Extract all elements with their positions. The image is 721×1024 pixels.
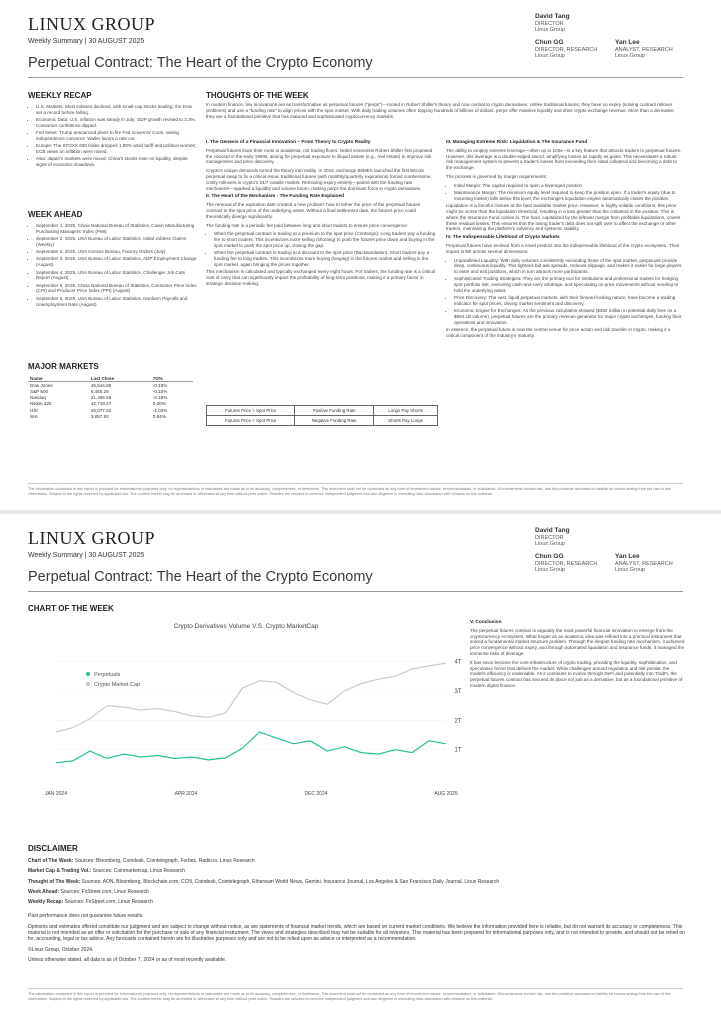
x-tick-label: JAN 2024 [45, 791, 67, 797]
chart-of-week-heading: CHART OF THE WEEK [28, 604, 114, 613]
week-ahead-list [28, 223, 198, 309]
cell: -0.10% [152, 388, 168, 394]
author-role: DIRECTOR [535, 20, 564, 27]
list-item: • Europe: The STOXX 600 Index dropped 1.99% amid tariff and political worries; ECB views on inflation were mixed. [36, 143, 198, 155]
paragraph: Opinions and estimates offered constitute our judgment and are subject to change without notice, as are statements of financial market trends, which are based on current market conditions. We believe the information provided here is reliable, but do not warrant its accuracy or completeness. This material is not intended as an offer or solicitation for the purchase or sale of any financial instrument. The views and strategies described may not be suitable for all investors. This material has been prepared for informational purposes only, and is not intended to provide, and should not be relied on for, accounting, legal or tax advice. Any forecasts contained herein are for illustrative purposes only and are not to be relied upon as advice or interpreted as a recommendation. [28, 923, 685, 943]
legend-label: Perpetuals [94, 672, 121, 678]
column-header: Name [28, 375, 89, 382]
author-name: Yan Lee [615, 39, 640, 46]
cell: 25,077.62 [90, 407, 112, 413]
paragraph: Perpetual futures have evolved from a novel product into the indispensable lifeblood of the crypto ecosystem. Their impact is felt across several dimensions: [446, 242, 680, 254]
author-name: Chun GG [535, 553, 564, 560]
author-2 [535, 40, 597, 60]
source-line [28, 858, 688, 864]
report-subtitle: Weekly Summary | 30 AUGUST 2025 [28, 552, 145, 559]
weekly-recap-list [28, 104, 198, 169]
source-label: Chart of The Week: [28, 858, 74, 864]
source-label: Market Cap & Trading Vol.: [28, 868, 92, 875]
thoughts-heading: THOUGHTS OF THE WEEK [206, 91, 309, 100]
source-line [28, 899, 688, 905]
list-item: • September 4, 2025, USA Bureau of Labor Statistics, Challenger Job Cuts Report (August) [36, 270, 198, 282]
cell: SHI [30, 413, 38, 419]
table-row [28, 413, 193, 419]
x-tick-label: DEC 2024 [304, 791, 328, 797]
section-heading: I. The Genesis of a Financial Innovation – From Theory to Crypto Reality [206, 140, 371, 145]
list-item: • September 5, 2025, China National Bureau of Statistics, Consumer Price Index (CPI) and Producer Price Index (PPI) (August) [36, 283, 198, 295]
title-divider [28, 77, 683, 78]
list-item: • Fed News: Trump announced plans to fire Fed Governor Cook, raising independence concerns. Waller favors a rate cut. [36, 130, 198, 142]
author-3 [615, 554, 673, 574]
author-org: Linux Group [535, 27, 565, 33]
section-heading: IV. The Indispensable Lifeblood of Crypto Markets [446, 235, 560, 241]
brand-logo: LINUX GROUP [28, 14, 155, 34]
paragraph: ©Linux Group, October 2024. [28, 946, 94, 953]
legend-label: Crypto Market Cap [94, 682, 141, 688]
cell: 3,857.93 [90, 413, 109, 419]
cell: HSI [30, 407, 38, 413]
section-heading: II. The Heart of the Mechanism - The Funding Rate Explained [206, 194, 345, 200]
author-role: DIRECTOR, RESEARCH [535, 560, 598, 567]
source-label: Thought of The Week: [28, 878, 81, 885]
paragraph: It has since become the core infrastructure of crypto trading, providing the liquidity, sophistication, and speculative fervor that defines the market. While challenges around regulation and risk persist, the model's efficiency is undeniable. As it continues to evolve through DeFi and potentially into TradFi, the perpetual futures contract has secured its place not just as a derivative, but as a foundational primitive of modern digital finance. [470, 659, 683, 688]
list-item: • Initial Margin: The capital required to open a leveraged position. [454, 183, 684, 189]
chart-series [56, 663, 446, 763]
paragraph: Crypto's unique demands turned the theory into reality. In 2016, exchange BitMEX launched the first Bitcoin perpetual swap to fix a critical issue: traditional futures (with monthly/quarterly expirations) forced cumbersome, costly rollovers in crypto's 24/7 volatile market. Removing expiry entirely—paired with the funding rate mechanism—sparked a liquidity and volume boom, making perps the dominant force in crypto derivatives. [206, 168, 432, 191]
cell: 45,544.88 [90, 382, 112, 388]
author-org: Linux Group [615, 567, 645, 573]
chart-title: Crypto Derivatives Volume V.S. Crypto MarketCap [173, 623, 319, 630]
funding-rate-table [206, 405, 438, 426]
table-row [28, 382, 193, 389]
author-name: Chun GG [535, 39, 564, 46]
y-tick-label: 2T [454, 718, 462, 725]
paragraph: The process is governed by margin requirements: [446, 173, 548, 179]
weekly-recap-heading: WEEKLY RECAP [28, 91, 92, 100]
paragraph: Liquidation is a forceful closure at the best available market price. However, in highly volatile conditions, this price might be worse than the liquidation threshold, resulting in a loss greater than the collateral in the position. This is where the Insurance Fund comes in. The fund, capitalized by the leftover margin from profitable liquidations, covers these residual losses. This ensures that the losing trader's debt does not spill over to affect the exchange or other traders, maintaining the platform's solvency and systemic stability. [446, 203, 681, 232]
cell: S&P 500 [30, 388, 49, 394]
author-name: Yan Lee [615, 553, 640, 560]
source-text: Sources: Coinmarketcap, Linux Research [91, 868, 185, 875]
week-ahead-heading: WEEK AHEAD [28, 210, 83, 219]
list-item: • Asia: Japan's markets were mixed; China's stocks rose on liquidity, despite signs of economic slowdown. [36, 156, 198, 168]
major-markets-heading: MAJOR MARKETS [28, 362, 99, 371]
source-line [28, 889, 688, 895]
list-item: • Maintenance Margin: The minimum equity level required to keep the position open. If a trader's equity (due to mounting losses) falls below this level, the exchange's liquidation engine automatically closes the position. [454, 190, 684, 202]
column-header: 7D% [151, 375, 193, 382]
list-item: • Sophisticated Trading Strategies: They are the primary tool for institutions and professional traders for hedging spot portfolio risk, executing cash-and-carry arbitrage, and speculating on price movements without needing to hold the underlying asset. [454, 276, 684, 293]
list-item: • Price Discovery: The vast, liquid perpetual markets, with their forward-looking nature, have become a leading indicator for spot prices, driving market sentiment and discovery. [454, 295, 684, 307]
author-role: ANALYST, RESEARCH [615, 560, 673, 567]
disclaimer-body [28, 858, 688, 967]
chart-legend [86, 672, 140, 688]
author-org: Linux Group [535, 53, 565, 59]
section-heading: V. Conclusion [470, 620, 502, 625]
y-tick-label: 4T [454, 659, 462, 666]
source-line [28, 868, 688, 874]
footer-note: The information contained in this report is provided for informational purposes only; no representations or warranties are made as to its accuracy, completeness, or timeliness. This document shall not be construed as any form of investment advice, recommendation, or solicitation. All investments involve risk, and the publisher assumes no liability for losses arising from the use of this information. Subject to the rights reserved by applicable law. The content herein may be amended or withdrawn at any time without prior notice. Readers are advised to exercise independent judgment and due diligence in executing risks associated with reliance on this material. [28, 487, 671, 496]
column-header: Last Close [89, 375, 151, 382]
cell: -0.19% [152, 382, 168, 388]
cell: Longs Pay Shorts [374, 406, 438, 416]
paragraph: The removal of the expiration date created a new problem: how to tether the price of the perpetual futures contract to the spot price of the underlying asset. Without a final settlement date, the futures price could theoretically diverge significantly. [206, 202, 421, 219]
paragraph: Past performance does not guarantee future results. [28, 913, 144, 920]
y-axis-ticks [454, 660, 461, 754]
paragraph: This mechanism is calculated and typically exchanged every eight hours. For traders, the funding rate is a critical cost of carry that can significantly impact the profitability of long-term positions, making it a primary factor in strategic decision-making. [206, 269, 436, 286]
thoughts-intro [206, 102, 684, 122]
major-markets-table [28, 375, 193, 419]
cell: 42,718.47 [90, 401, 112, 407]
source-label: Weekly Recap: [28, 899, 64, 906]
cell: Futures Price < Spot Price [207, 416, 295, 426]
cell: Positive Funding Rate [295, 406, 374, 416]
source-line [28, 879, 688, 885]
footer-divider [28, 483, 683, 484]
source-text: Sources: FxStreet.com, Linux Research [59, 888, 149, 895]
cell: Dow Jones [30, 382, 53, 388]
cell: Futures Price > Spot Price [207, 406, 295, 416]
cell: 0.20% [152, 401, 166, 407]
page-1 [22, 0, 701, 510]
author-role: DIRECTOR [535, 534, 564, 541]
page-2 [22, 514, 701, 1020]
author-name: David Tang [535, 13, 570, 20]
list-item: • Economic Engine for Exchanges: As the previous calculation showed ($492 million in potential daily fees on a $984.1B volume), perpetual futures are the primary revenue generator for major crypto exchanges, funding their operations and innovation. [454, 308, 684, 325]
list-item: • When the perpetual contract is trading at a discount to the spot price (Backwardation): Short traders pay a funding fee to long traders. This incentivizes more buying (longing) in the futures market and selling in the spot market, again bringing the prices together. [214, 250, 436, 267]
brand-logo: LINUX GROUP [28, 528, 155, 548]
author-org: Linux Group [535, 567, 565, 573]
cell: Nikkei 225 [30, 401, 52, 407]
conclusion-section [470, 618, 685, 692]
author-1 [535, 528, 570, 548]
page-title: Perpetual Contract: The Heart of the Crypto Economy [28, 55, 373, 71]
thoughts-right-column [446, 138, 684, 342]
list-item: • Unparalleled Liquidity: With daily volumes consistently exceeding those of the spot market, perpetuals provide deep, continuous liquidity. This tightens bid-ask spreads, reduces slippage, and makes it easier for large players to enter and exit positions, which in turn attracts more participants. [454, 258, 684, 275]
y-tick-label: 3T [454, 688, 462, 695]
author-name: David Tang [535, 527, 570, 534]
list-item: • September 1, 2025, China National Bureau of Statistics, Caixin Manufacturing Purchasing Managers' Index (PMI) [36, 223, 198, 235]
author-role: DIRECTOR, RESEARCH [535, 46, 598, 53]
legend-marker [86, 672, 90, 676]
report-subtitle: Weekly Summary | 30 AUGUST 2025 [28, 38, 145, 45]
thoughts-left-column [206, 138, 436, 290]
source-label: Week Ahead: [28, 888, 60, 895]
paragraph: Unless otherwise stated, all data is as of October 7, 2024 or as of most recently available. [28, 956, 227, 963]
legend-marker [86, 682, 90, 686]
author-org: Linux Group [535, 541, 565, 547]
source-text: Sources: FxStreet.com, Linux Research [63, 899, 153, 906]
list-item: • Economic Data: U.S. inflation was steady in July; GDP growth revised to 3.3%. Consumer confidence dipped. [36, 117, 198, 129]
y-tick-label: 1T [454, 747, 462, 754]
paragraph: Perpetual futures trace their roots to academia, not trading floors: Nobel economist Robert Shiller first proposed the concept in the early 1990s, aiming for perpetual exposure to illiquid assets (e.g., real estate) to improve risk management and price discovery. [206, 147, 433, 165]
list-item: • September 3, 2025, USA Bureau of Labor Statistics, ADP Employment Change (August) [36, 256, 198, 268]
table-row [207, 406, 438, 416]
x-axis-ticks [45, 791, 458, 797]
cell: -0.19% [152, 395, 168, 401]
author-org: Linux Group [615, 53, 645, 59]
cell: -1.03% [152, 407, 168, 413]
paragraph: The perpetual futures contract is arguably the most powerful financial innovation to emerge from the cryptocurrency ecosystem. What began as an academic idea was refined into a practical instrument that solved a fundamental market structure problem. Through the elegant funding rate mechanism, it achieved price convergence without expiry, and through automated liquidation and insurance funds, it managed the immense risks of leverage. [470, 627, 685, 656]
x-tick-label: APR 2024 [174, 791, 198, 797]
page-title: Perpetual Contract: The Heart of the Crypto Economy [28, 569, 373, 585]
source-text: Sources: AON, Bloomberg, Blockchain.com, CCN, Coindesk, Cointelegraph, Ethereum World News, Gemini, Insurance Journal, Los Angeles & San Francisco Daily Journal, Linux Research [80, 878, 500, 885]
x-tick-label: AUG 2025 [434, 791, 458, 797]
series-line-perpetuals [56, 732, 446, 763]
paragraph: The ability to employ extreme leverage—often up to 100x—is a key feature that attracts traders to perpetual futures. However, this leverage is a double-edged sword, amplifying losses as rapidly as gains. This necessitates a robust risk management system to prevent a trader's losses from exceeding their initial collateral and becoming a debt to the exchange. [446, 147, 682, 171]
cell: Nasdaq [30, 395, 46, 401]
volume-vs-marketcap-chart [26, 614, 466, 799]
paragraph: In essence, the perpetual future is now the central venue for price action and risk transfer in crypto, making it a critical component of the industry's maturity. [446, 327, 671, 339]
cell: 0.84% [152, 413, 166, 419]
author-2 [535, 554, 597, 574]
list-item: • U.S. Markets: Most indexes declined, with small-cap stocks leading; the Dow set a record before falling. [36, 104, 198, 116]
author-1 [535, 14, 570, 34]
footer-note: The information contained in this report is provided for informational purposes only; no representations or warranties are made as to its accuracy, completeness, or timeliness. This document shall not be construed as any form of investment advice, recommendation, or solicitation. All investments involve risk, and the publisher assumes no liability for losses arising from the use of this information. Subject to the rights reserved by applicable law. The content herein may be amended or withdrawn at any time without prior notice. Readers are advised to exercise independent judgment and due diligence in executing risks associated with reliance on this material. [28, 992, 671, 1001]
footer-divider [28, 988, 683, 989]
list-item: • September 5, 2025, USA Bureau of Labor Statistics, Nonfarm Payrolls and Unemployment Rate (August) [36, 296, 198, 308]
paragraph: The funding rate is a periodic fee paid between long and short traders to ensure price convergence: [206, 222, 408, 228]
author-3 [615, 40, 673, 60]
cell: Negative Funding Rate [295, 416, 374, 426]
author-role: ANALYST, RESEARCH [615, 46, 673, 53]
list-item: • September 2, 2025, USA Bureau of Labor Statistics, Initial Jobless Claims (Weekly) [36, 236, 198, 248]
cell: 21,455.55 [90, 395, 112, 401]
table-row [207, 416, 438, 426]
cell: Shorts Pay Longs [374, 416, 438, 426]
cell: 6,460.26 [90, 388, 109, 394]
title-divider [28, 591, 683, 592]
paragraph: In modern finance, few innovations are as transformative as perpetual futures ("perps")—rooted in Robert Shiller's theory and now central to crypto derivatives. Unlike traditional futures, they have no expiry (solving contract rollover problems) and use a "funding rate" to align prices with the spot market. With daily trading volumes often topping hundreds of billions of dollars, perps offer massive liquidity and drive crypto exchange revenue. More than a derivative, they are a foundational primitive that has matured and sophisticated cryptocurrency markets. [206, 102, 675, 119]
list-item: • When the perpetual contract is trading at a premium to the spot price (Contango): Long traders pay a funding fee to short traders. This incentivizes more selling (shorting) to push the futures price down and buying in the spot market to push the spot price up, closing the gap. [214, 231, 436, 248]
disclaimer-heading: DISCLAIMER [28, 844, 78, 853]
list-item: • September 2, 2025, USA Census Bureau, Factory Orders (July) [36, 249, 198, 255]
source-text: Sources: Bloomberg, Coindesk, Cointelegraph, Forbes, Radio.io, Linux Research [73, 858, 255, 864]
section-heading: III. Managing Extreme Risk: Liquidation & The Insurance Fund [446, 140, 588, 145]
